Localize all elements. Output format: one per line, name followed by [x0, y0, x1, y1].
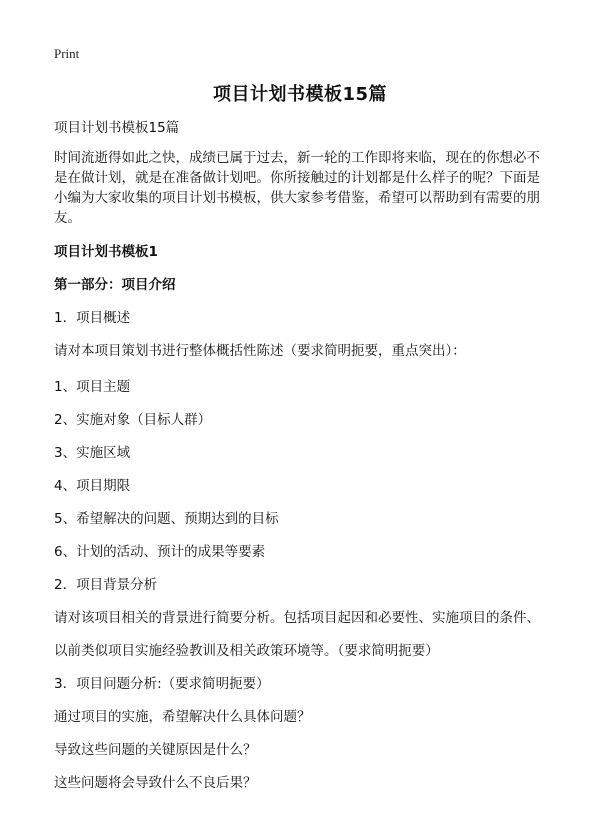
list-item: 6、计划的活动、预计的成果等要素 [54, 544, 266, 560]
page-title: 项目计划书模板15篇 [212, 84, 388, 105]
background-text-line: 请对该项目相关的背景进行简要分析。包括项目起因和必要性、实施项目的条件、 [54, 610, 540, 626]
problem-heading: 3．项目问题分析:（要求简明扼要） [54, 676, 270, 692]
print-link[interactable]: Print [54, 46, 80, 61]
document-body [54, 118, 550, 806]
question-line: 导致这些问题的关键原因是什么？ [54, 742, 257, 758]
part-heading: 第一部分：项目介绍 [54, 277, 176, 293]
list-item: 5、希望解决的问题、预期达到的目标 [54, 511, 279, 527]
intro-paragraph: 时间流逝得如此之快，成绩已属于过去，新一轮的工作即将来临，现在的你想必不是在做计划，就是在准备做计划吧。你所接触过的计划都是什么样子的呢？下面是小编为大家收集的项目计划书模板，供大家参考借鉴，希望可以帮助到有需要的朋友。 [54, 150, 540, 226]
document-subtitle: 项目计划书模板15篇 [54, 120, 180, 136]
list-item: 1、项目主题 [54, 379, 131, 395]
background-text-line: 以前类似项目实施经验教训及相关政策环境等。（要求简明扼要） [54, 643, 439, 659]
list-item: 3、实施区域 [54, 445, 131, 461]
question-line: 这些问题将会导致什么不良后果？ [54, 775, 257, 791]
overview-description: 请对本项目策划书进行整体概括性陈述（要求简明扼要，重点突出）： [54, 343, 466, 359]
overview-heading: 1．项目概述 [54, 310, 131, 326]
question-line: 通过项目的实施，希望解决什么具体问题？ [54, 709, 311, 725]
background-heading: 2．项目背景分析 [54, 577, 158, 593]
section-heading: 项目计划书模板1 [54, 244, 158, 260]
list-item: 4、项目期限 [54, 478, 131, 494]
list-item: 2、实施对象（目标人群） [54, 412, 212, 428]
